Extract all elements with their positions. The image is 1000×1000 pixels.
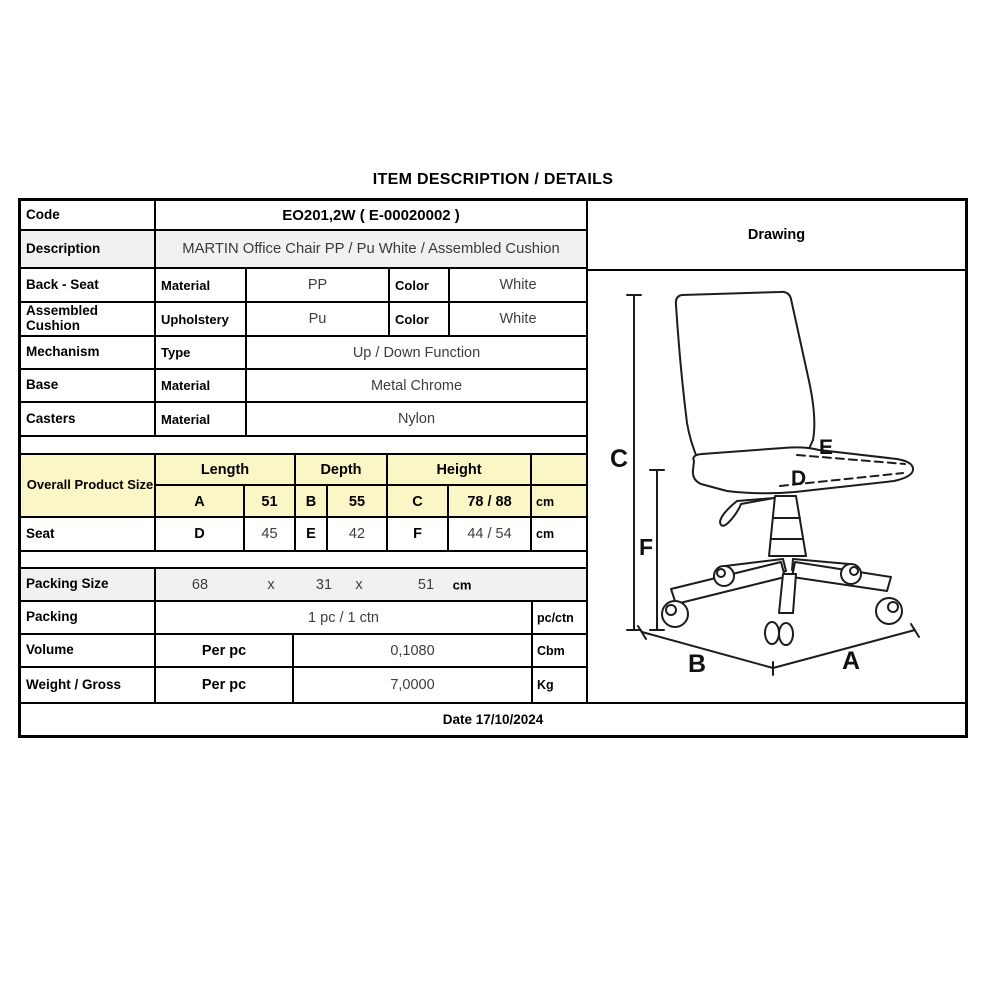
dim-key-A: A [156,486,245,518]
spec-label: Mechanism [21,337,156,368]
row-description [21,231,586,269]
size-table-label: Overall Product Size [21,455,156,516]
weight-row [21,668,586,702]
size-seat-row [21,518,586,552]
chair-technical-drawing [588,271,965,702]
size-header-columns [156,455,586,516]
spec-key2: Color [390,269,450,301]
spec-row-back-seat [21,269,586,303]
packing-row [21,602,586,635]
chair-backrest [676,292,814,460]
table-main [21,201,965,702]
dim-key-F: F [388,518,449,550]
packing-size-value [156,569,586,600]
spec-value: Metal Chrome [370,377,463,394]
date-row: Date 17/10/2024 [21,702,965,735]
weight-label: Weight / Gross [21,668,156,702]
header-length: Length [156,455,296,484]
spacer-row [21,552,586,569]
size-dim-header-row [156,455,586,486]
dimension-line-C [627,295,641,630]
spec-key: Material [156,403,247,435]
dim-label-C: C [610,445,629,473]
spec-key: Type [156,337,247,368]
dim-key-C: C [388,486,449,518]
dim-val-E: 42 [328,518,388,550]
packing-dim: 31 [315,576,333,593]
volume-unit: Cbm [537,643,565,658]
size-table-header [21,455,586,518]
size-overall-row [156,486,586,518]
weight-value: 7,0000 [294,668,533,702]
description-value: MARTIN Office Chair PP / Pu White / Assembled Cushion [182,241,560,257]
header-unit-spacer [532,455,586,484]
header-depth: Depth [296,455,388,484]
unit-cm: cm [536,495,555,509]
drawing-header: Drawing [588,201,965,271]
chair-drawing-svg [588,271,965,702]
drawing-panel [588,201,965,702]
volume-row [21,635,586,668]
packing-times: x [267,576,275,593]
dim-val-C: 78 / 88 [449,486,532,518]
packing-size-row [21,569,586,602]
description-label: Description [21,231,156,267]
dim-key-B: B [296,486,328,518]
dim-key-E: E [296,518,328,550]
spec-value: Pu [247,303,390,335]
volume-value: 0,1080 [294,635,533,666]
dim-label-A: A [842,647,861,675]
gas-cylinder [769,496,806,556]
dim-val-A: 51 [245,486,296,518]
dim-key-D: D [156,518,245,550]
code-value: EO201,2W ( E-00020002 ) [282,206,460,224]
spec-key: Upholstery [156,303,247,335]
spec-value2: White [499,277,537,293]
spec-row-mechanism [21,337,586,370]
dim-label-E: E [819,436,834,459]
dim-val-B: 55 [328,486,388,518]
volume-key: Per pc [156,635,294,666]
weight-key: Per pc [156,668,294,702]
spacer-row [21,437,586,455]
spec-row-assembled-cushion [21,303,586,337]
packing-times: x [355,576,363,593]
code-label: Code [21,201,156,229]
spec-row-base [21,370,586,403]
spec-label: Assembled Cushion [21,303,156,335]
spec-label: Base [21,370,156,401]
packing-size-label: Packing Size [21,569,156,600]
spec-value: Up / Down Function [352,344,481,361]
height-adjust-lever [720,498,774,526]
spec-label: Casters [21,403,156,435]
packing-unit: pc/ctn [537,610,574,625]
volume-label: Volume [21,635,156,666]
packing-dim: 68 [191,576,209,593]
packing-unit: cm [452,577,472,592]
dim-label-D: D [791,467,807,490]
unit-cm: cm [536,527,555,541]
packing-dim: 51 [417,576,435,593]
dim-val-D: 45 [245,518,296,550]
spec-label: Back - Seat [21,269,156,301]
item-description-table [18,198,968,738]
page-title: ITEM DESCRIPTION / DETAILS [372,171,614,188]
spec-value: Nylon [397,411,436,427]
spec-value2: White [499,311,537,327]
spec-key: Material [156,269,247,301]
header-height: Height [388,455,532,484]
dim-label-F: F [639,534,654,560]
spec-row-casters [21,403,586,437]
dim-label-B: B [688,650,707,678]
packing-size-parts [156,569,586,600]
spec-key: Material [156,370,247,401]
weight-unit: Kg [537,678,554,692]
packing-value: 1 pc / 1 ctn [156,602,533,633]
spec-value: PP [247,269,390,301]
spec-table [21,201,588,702]
row-code [21,201,586,231]
spec-key2: Color [390,303,450,335]
seat-label: Seat [21,518,156,550]
packing-label: Packing [21,602,156,633]
dim-val-F: 44 / 54 [449,518,532,550]
